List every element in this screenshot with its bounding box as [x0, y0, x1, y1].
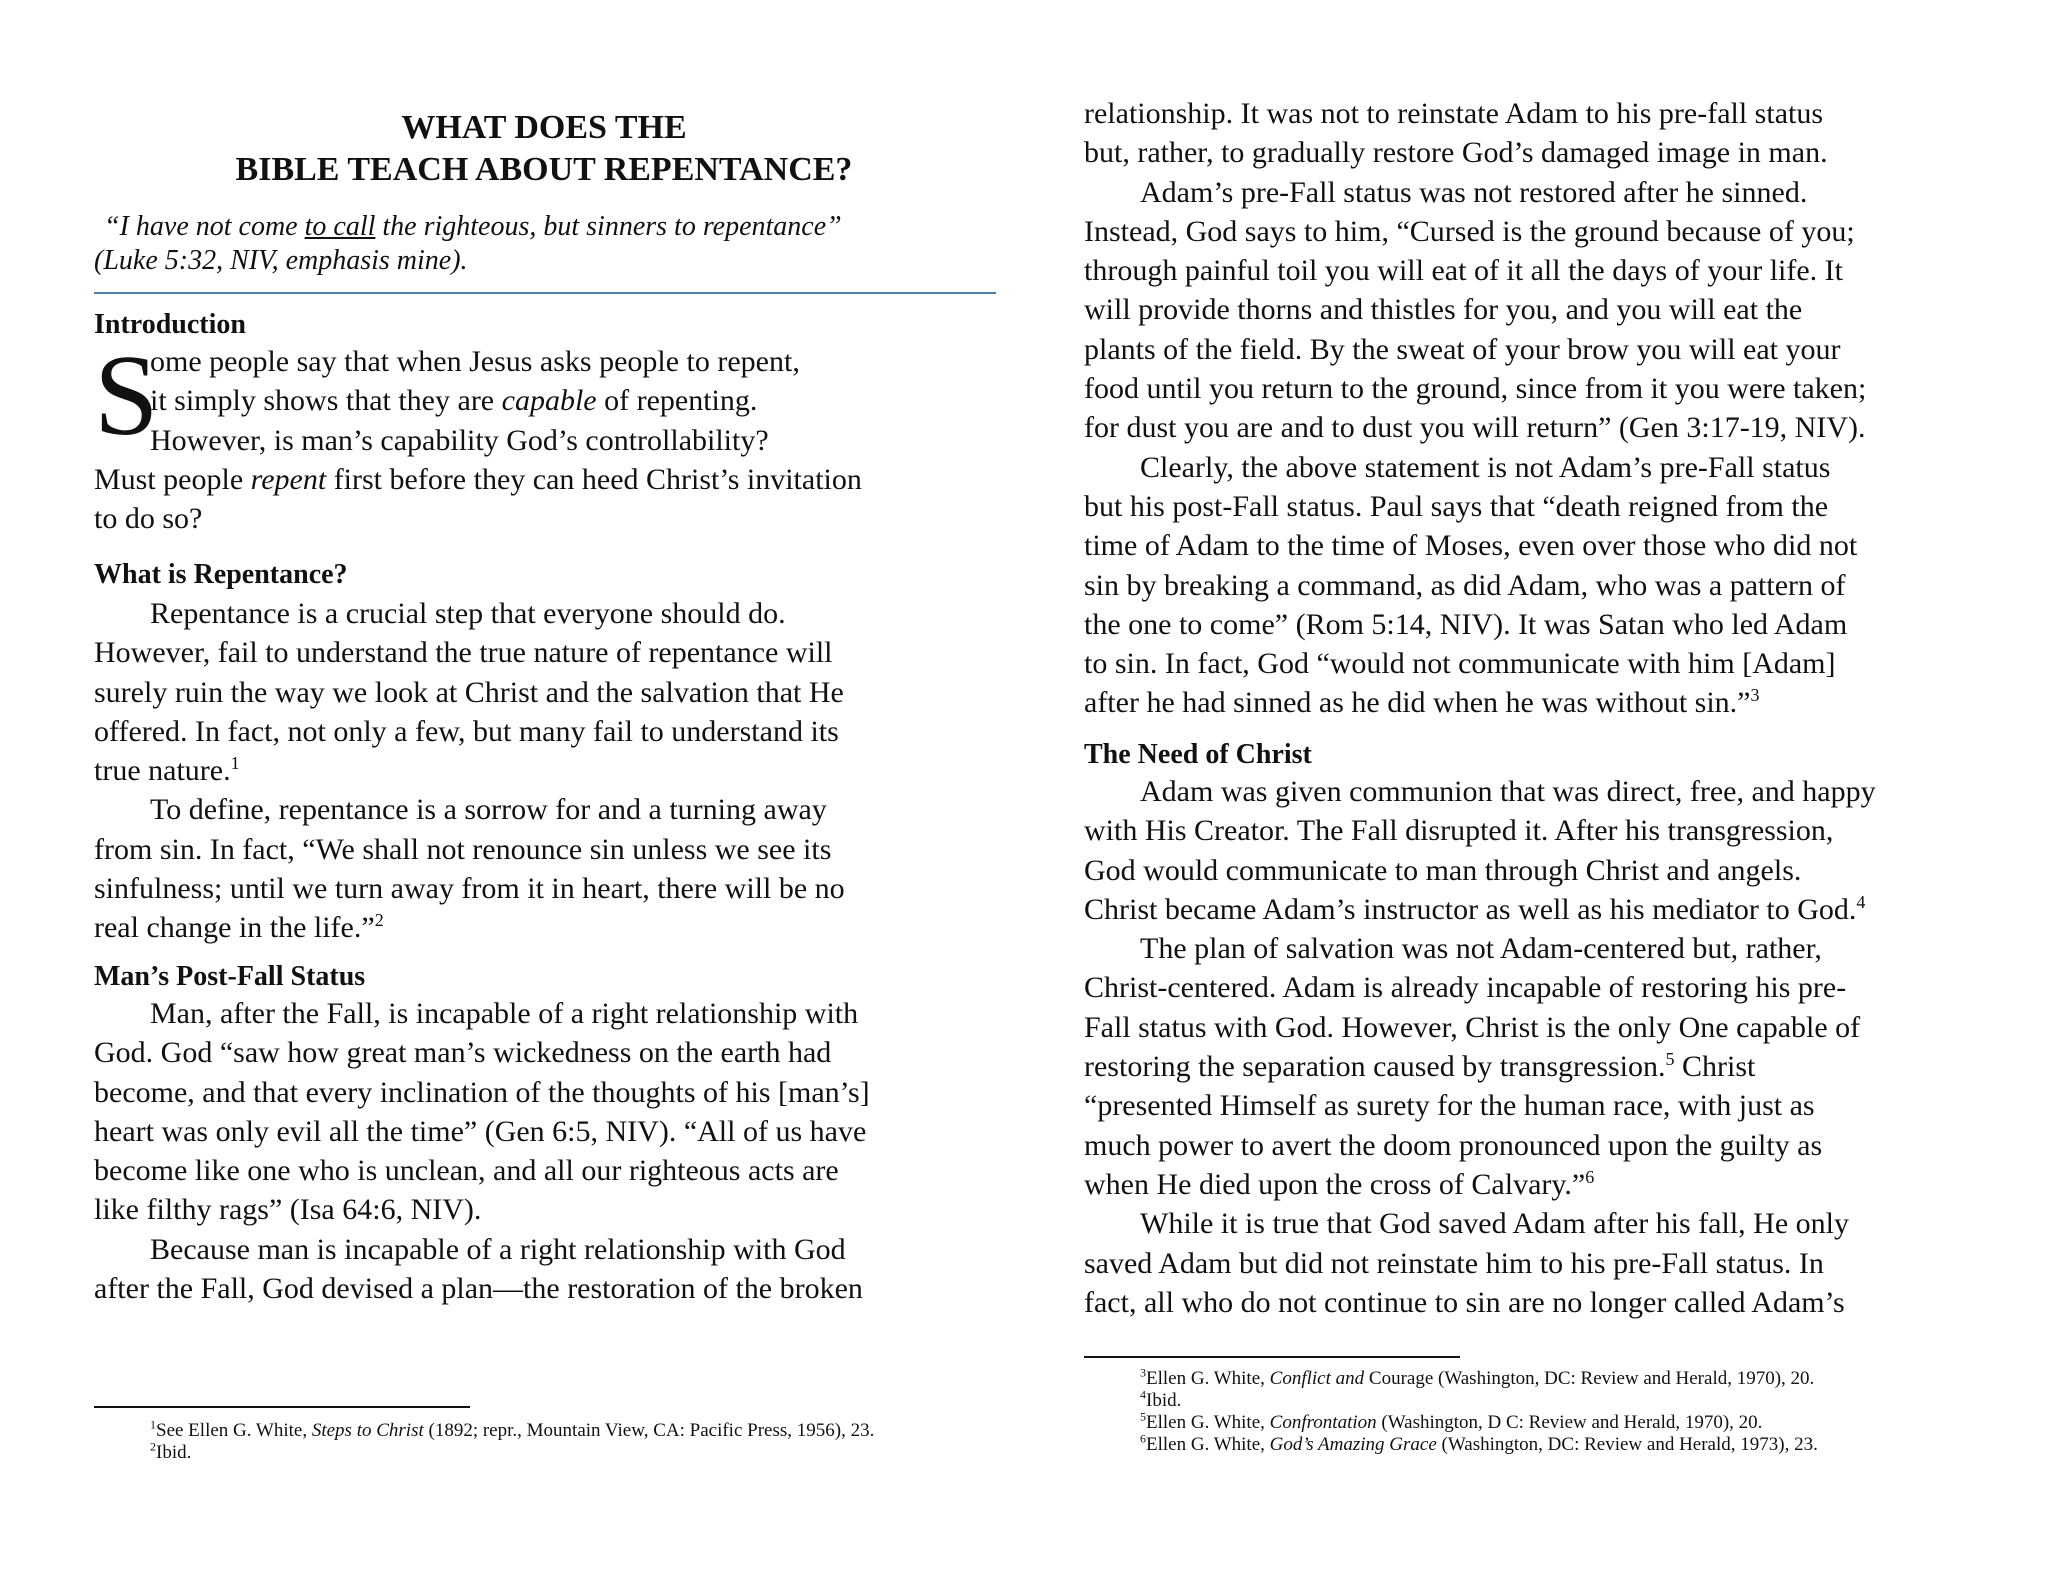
text-run: See Ellen G. White, [156, 1420, 312, 1441]
text-run: Christ became Adam’s instructor as well as his mediator to God. [1084, 892, 1857, 926]
text-line: Because man is incapable of a right relationship with God [150, 1232, 846, 1266]
text-run: Christ [1674, 1050, 1756, 1084]
text-line: surely ruin the way we look at Christ and the salvation that He [94, 675, 844, 709]
text-line: to sin. In fact, God “would not communicate with him [Adam] [1084, 647, 1836, 681]
text-line: Fall status with God. However, Christ is the only One capable of [1084, 1010, 1861, 1044]
epigraph-text: the righteous, but sinners to repentance” [375, 211, 842, 242]
text-run: first before they can heed Christ’s invitation [326, 462, 862, 496]
text-line: To define, repentance is a sorrow for and a turning away [150, 793, 827, 827]
text-line: much power to avert the doom pronounced upon the guilty as [1084, 1128, 1823, 1162]
footnote-number: 6 [1140, 1431, 1146, 1446]
text-line [94, 460, 862, 499]
text-line [1084, 683, 1866, 722]
text-line: like filthy rags” (Isa 64:6, NIV). [94, 1193, 482, 1227]
need-of-christ-paragraphs [1084, 772, 1876, 1322]
epigraph-line-1 [104, 210, 1004, 244]
footnote-ref: 1 [230, 753, 240, 774]
emphasis: God’s Amazing Grace [1269, 1434, 1437, 1455]
text-line: will provide thorns and thistles for you, and you will eat the [1084, 293, 1803, 327]
footnote-number: 1 [150, 1417, 156, 1432]
text-run: Ellen G. White, [1146, 1368, 1270, 1389]
text-run: (1892; repr., Mountain View, CA: Pacific Press, 1956), 23. [423, 1420, 875, 1441]
text-run: (Washington, DC: Review and Herald, 1973), 23. [1436, 1434, 1818, 1455]
post-fall-paragraphs [94, 994, 870, 1308]
text-run: restoring the separation caused by transgression. [1084, 1050, 1666, 1084]
text-line: heart was only evil all the time” (Gen 6:5, NIV). “All of us have [94, 1114, 867, 1148]
footnote-6 [1140, 1431, 1818, 1456]
text-line [1084, 890, 1876, 929]
emphasis: Conflict and [1269, 1368, 1365, 1389]
footnote-5 [1140, 1409, 1818, 1434]
heading-what-is-repentance: What is Repentance? [94, 559, 348, 590]
text-run: when He died upon the cross of Calvary.” [1084, 1167, 1586, 1201]
footnote-divider [1084, 1356, 1460, 1358]
text-run: (Washington, D C: Review and Herald, 1970), 20. [1376, 1412, 1763, 1433]
text-line: sinfulness; until we turn away from it in heart, there will be no [94, 872, 845, 906]
page-title-line-1: WHAT DOES THE [401, 109, 687, 146]
footnote-4 [1140, 1387, 1818, 1412]
text-run: of repenting. [596, 384, 758, 418]
text-line: for dust you are and to dust you will return” (Gen 3:17-19, NIV). [1084, 411, 1866, 445]
footnote-number: 4 [1140, 1387, 1146, 1402]
text-line: plants of the field. By the sweat of your brow you will eat your [1084, 332, 1841, 366]
footnotes-right [1140, 1365, 1818, 1456]
text-line: Adam’s pre-Fall status was not restored after he sinned. [1140, 175, 1808, 209]
footnotes-left [150, 1417, 875, 1464]
text-run: Must people [94, 462, 251, 496]
text-line: through painful toil you will eat of it all the days of your life. It [1084, 254, 1844, 288]
text-line: sin by breaking a command, as did Adam, who was a pattern of [1084, 568, 1846, 602]
text-line: from sin. In fact, “We shall not renounce sin unless we see its [94, 832, 832, 866]
footnote-ref: 5 [1665, 1049, 1675, 1070]
footnote-number: 2 [150, 1439, 156, 1454]
footnote-ref: 6 [1585, 1166, 1595, 1187]
text-run: Ibid. [156, 1442, 192, 1463]
footnote-divider [94, 1406, 470, 1408]
text-line: Instead, God says to him, “Cursed is the ground because of you; [1084, 214, 1855, 248]
text-line [94, 381, 862, 420]
text-line: fact, all who do not continue to sin are no longer called Adam’s [1084, 1285, 1845, 1319]
text-line: Repentance is a crucial step that everyone should do. [150, 597, 786, 630]
text-line: food until you return to the ground, since from it you were taken; [1084, 372, 1867, 406]
text-line: become like one who is unclean, and all our righteous acts are [94, 1154, 839, 1188]
text-line: The plan of salvation was not Adam-centered but, rather, [1140, 932, 1822, 966]
epigraph-line-2: (Luke 5:32, NIV, emphasis mine). [94, 245, 468, 276]
text-run: after he had sinned as he did when he was without sin.” [1084, 686, 1751, 720]
text-line: time of Adam to the time of Moses, even over those who did not [1084, 529, 1858, 563]
text-line: to do so? [94, 502, 203, 536]
footnote-ref: 2 [374, 910, 384, 931]
intro-paragraph [94, 342, 862, 538]
heading-introduction: Introduction [94, 309, 246, 340]
epigraph-underline: to call [304, 211, 376, 242]
text-line: but his post-Fall status. Paul says that “death reigned from the [1084, 489, 1829, 523]
text-run: Ellen G. White, [1146, 1434, 1270, 1455]
text-line: Adam was given communion that was direct, free, and happy [1140, 775, 1876, 808]
text-run: Ellen G. White, [1146, 1412, 1270, 1433]
emphasis: capable [501, 384, 597, 418]
heading-post-fall-status: Man’s Post-Fall Status [94, 961, 366, 992]
text-line: but, rather, to gradually restore God’s damaged image in man. [1084, 136, 1828, 170]
text-line [94, 908, 845, 947]
footnote-3 [1140, 1365, 1818, 1390]
emphasis: Confrontation [1269, 1412, 1377, 1433]
text-line: ome people say that when Jesus asks people to repent, [150, 345, 800, 378]
text-run: real change in the life.” [94, 911, 375, 945]
emphasis: repent [250, 462, 327, 496]
footnote-number: 5 [1140, 1409, 1146, 1424]
text-line: While it is true that God saved Adam after his fall, He only [1140, 1207, 1849, 1241]
text-line: offered. In fact, not only a few, but many fail to understand its [94, 714, 839, 748]
emphasis: Steps to Christ [311, 1420, 424, 1441]
text-run: Courage (Washington, DC: Review and Herald, 1970), 20. [1364, 1368, 1815, 1389]
footnote-ref: 4 [1856, 891, 1866, 912]
text-line: Clearly, the above statement is not Adam’s pre-Fall status [1140, 450, 1831, 484]
text-line: Christ-centered. Adam is already incapable of restoring his pre- [1084, 971, 1847, 1005]
text-line: God would communicate to man through Christ and angels. [1084, 853, 1802, 887]
footnote-number: 3 [1140, 1365, 1146, 1380]
text-line: relationship. It was not to reinstate Adam to his pre-fall status [1084, 97, 1824, 130]
footnote-ref: 3 [1750, 685, 1760, 706]
text-line: However, is man’s capability God’s controllability? [150, 423, 769, 457]
text-line: the one to come” (Rom 5:14, NIV). It was Satan who led Adam [1084, 607, 1848, 641]
heading-need-of-christ: The Need of Christ [1084, 739, 1312, 770]
drop-cap: S [94, 332, 159, 460]
footnote-1 [150, 1417, 875, 1442]
text-line: However, fail to understand the true nature of repentance will [94, 636, 833, 670]
footnote-2 [150, 1439, 874, 1464]
text-line: “presented Himself as surety for the human race, with just as [1084, 1089, 1815, 1123]
text-line [94, 751, 845, 790]
text-line [1084, 1165, 1876, 1204]
text-run: it simply shows that they are [150, 384, 502, 418]
text-line: God. God “saw how great man’s wickedness on the earth had [94, 1036, 832, 1070]
page-title-line-2: BIBLE TEACH ABOUT REPENTANCE? [235, 151, 853, 188]
text-line: Man, after the Fall, is incapable of a right relationship with [150, 997, 859, 1030]
continuation-paragraphs [1084, 94, 1866, 723]
what-is-repentance-paragraphs [94, 594, 845, 948]
text-line: with His Creator. The Fall disrupted it. After his transgression, [1084, 814, 1834, 848]
text-run: true nature. [94, 754, 231, 788]
epigraph-text: “I have not come [104, 211, 305, 242]
text-line [1084, 1047, 1876, 1086]
text-run: Ibid. [1146, 1390, 1182, 1411]
title-divider [94, 292, 996, 294]
text-line: become, and that every inclination of the thoughts of his [man’s] [94, 1075, 870, 1109]
text-line: after the Fall, God devised a plan—the restoration of the broken [94, 1272, 863, 1306]
text-line: saved Adam but did not reinstate him to his pre-Fall status. In [1084, 1246, 1824, 1280]
